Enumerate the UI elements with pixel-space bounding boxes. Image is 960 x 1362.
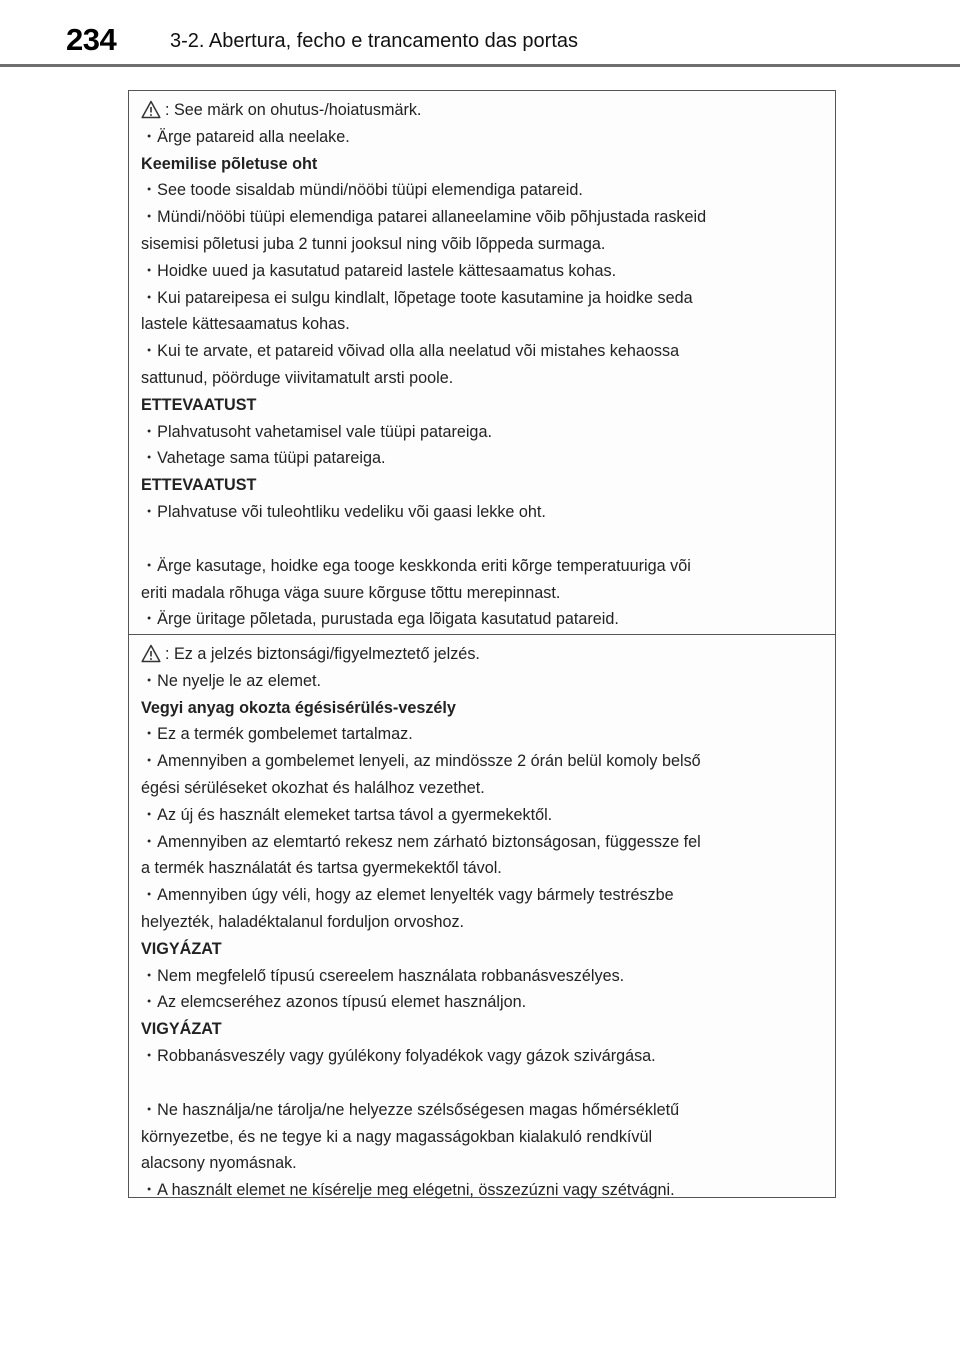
line-text: ETTEVAATUST <box>141 395 257 414</box>
warning-text-line <box>141 606 821 633</box>
warning-text-line <box>141 231 821 258</box>
warning-heading <box>141 151 821 178</box>
line-text: ・Amennyiben úgy véli, hogy az elemet lenyelték vagy bármely testrészbe <box>141 886 674 905</box>
warning-heading <box>141 936 821 963</box>
warning-text-line <box>141 285 821 312</box>
line-text: ・Amennyiben az elemtartó rekesz nem zárható biztonságosan, függessze fel <box>141 832 701 851</box>
hungarian-warning-box <box>128 634 836 1198</box>
section-title: 3-2. Abertura, fecho e trancamento das portas <box>170 30 579 52</box>
line-text: ・A használt elemet ne kísérelje meg elégetni, összezúzni vagy szétvágni. <box>141 1181 675 1200</box>
warning-text-line <box>141 641 821 668</box>
estonian-warning-box <box>128 90 836 635</box>
warning-text-line <box>141 553 821 580</box>
spacer <box>141 1070 821 1097</box>
warning-text-line <box>141 580 821 607</box>
line-text: Vegyi anyag okozta égésisérülés-veszély <box>141 698 456 717</box>
line-text: ・Mündi/nööbi tüüpi elemendiga patarei allaneelamine võib põhjustada raskeid <box>141 208 707 227</box>
page-header <box>0 0 960 70</box>
line-text: ETTEVAATUST <box>141 476 257 495</box>
warning-triangle-icon <box>141 644 163 664</box>
warning-triangle-icon <box>141 100 163 120</box>
warning-heading <box>141 695 821 722</box>
line-text: sisemisi põletusi juba 2 tunni jooksul ning võib lõppeda surmaga. <box>141 234 606 253</box>
line-text: ・Kui te arvate, et patareid võivad olla alla neelatud või mistahes kehaossa <box>141 342 680 361</box>
line-text: lastele kättesaamatus kohas. <box>141 315 350 334</box>
warning-text-line <box>141 1097 821 1124</box>
line-text: ・Robbanásveszély vagy gyúlékony folyadékok vagy gázok szivárgása. <box>141 1046 656 1065</box>
warning-text-line <box>141 1177 821 1204</box>
warning-heading <box>141 472 821 499</box>
warning-text-line <box>141 802 821 829</box>
line-text: ・Az elemcseréhez azonos típusú elemet használjon. <box>141 993 527 1012</box>
header-rule <box>0 64 960 67</box>
warning-text-line <box>141 258 821 285</box>
warning-text-line <box>141 311 821 338</box>
warning-text-line <box>141 748 821 775</box>
line-text: ・Amennyiben a gombelemet lenyeli, az mindössze 2 órán belül komoly belső <box>141 752 701 771</box>
line-text: helyezték, haladéktalanul forduljon orvoshoz. <box>141 912 465 931</box>
line-text: VIGYÁZAT <box>141 1020 222 1039</box>
line-text: ・Vahetage sama tüüpi patareiga. <box>141 449 386 468</box>
line-text: VIGYÁZAT <box>141 939 222 958</box>
warning-text-line <box>141 204 821 231</box>
line-text: Keemilise põletuse oht <box>141 154 318 173</box>
warning-text-line <box>141 989 821 1016</box>
warning-text-line <box>141 668 821 695</box>
warning-text-line <box>141 1150 821 1177</box>
line-text: sattunud, pöörduge viivitamatult arsti poole. <box>141 368 454 387</box>
line-text: ・Ärge kasutage, hoidke ega tooge keskkonda eriti kõrge temperatuuriga või <box>141 556 691 575</box>
line-text: ・Ez a termék gombelemet tartalmaz. <box>141 725 413 744</box>
warning-text-line <box>141 1124 821 1151</box>
line-text: ・Ne használja/ne tárolja/ne helyezze szélsőségesen magas hőmérsékletű <box>141 1100 680 1119</box>
warning-heading <box>141 392 821 419</box>
line-text: ・Plahvatuse või tuleohtliku vedeliku või gaasi lekke oht. <box>141 502 546 521</box>
line-text: ・Az új és használt elemeket tartsa távol a gyermekektől. <box>141 805 553 824</box>
warning-text-line <box>141 445 821 472</box>
warning-text-line <box>141 721 821 748</box>
warning-text-line <box>141 124 821 151</box>
warning-text-line <box>141 775 821 802</box>
line-text: a termék használatát és tartsa gyermekektől távol. <box>141 859 502 878</box>
warning-text-line <box>141 419 821 446</box>
line-text: ・Ärge üritage põletada, purustada ega lõigata kasutatud patareid. <box>141 610 619 629</box>
line-text: alacsony nyomásnak. <box>141 1154 297 1173</box>
line-text: égési sérüléseket okozhat és halálhoz vezethet. <box>141 778 485 797</box>
line-text: környezetbe, és ne tegye ki a nagy magasságokban kialakuló rendkívül <box>141 1127 653 1146</box>
warning-text-line <box>141 97 821 124</box>
line-text: eriti madala rõhuga väga suure kõrguse tõttu merepinnast. <box>141 583 561 602</box>
warning-text-line <box>141 499 821 526</box>
warning-text-line <box>141 909 821 936</box>
line-text: ・Plahvatusoht vahetamisel vale tüüpi patareiga. <box>141 422 492 441</box>
warning-text-line <box>141 829 821 856</box>
line-text: ・Ne nyelje le az elemet. <box>141 671 321 690</box>
warning-text-line <box>141 963 821 990</box>
warning-text-line <box>141 882 821 909</box>
warning-text-line <box>141 365 821 392</box>
warning-text-line <box>141 855 821 882</box>
warning-text-line <box>141 177 821 204</box>
line-text: ・See toode sisaldab mündi/nööbi tüüpi elemendiga patareid. <box>141 181 583 200</box>
line-text: ・Kui patareipesa ei sulgu kindlalt, lõpetage toote kasutamine ja hoidke seda <box>141 288 693 307</box>
warning-heading <box>141 1016 821 1043</box>
line-text: : See märk on ohutus-/hoiatusmärk. <box>165 101 422 119</box>
line-text: ・Nem megfelelő típusú csereelem használata robbanásveszélyes. <box>141 966 625 985</box>
page-number: 234 <box>66 22 117 57</box>
line-text: ・Hoidke uued ja kasutatud patareid lastele kättesaamatus kohas. <box>141 261 617 280</box>
warning-text-line <box>141 1043 821 1070</box>
spacer <box>141 526 821 553</box>
warning-text-line <box>141 338 821 365</box>
line-text: : Ez a jelzés biztonsági/figyelmeztető jelzés. <box>165 645 480 663</box>
line-text: ・Ärge patareid alla neelake. <box>141 127 350 146</box>
